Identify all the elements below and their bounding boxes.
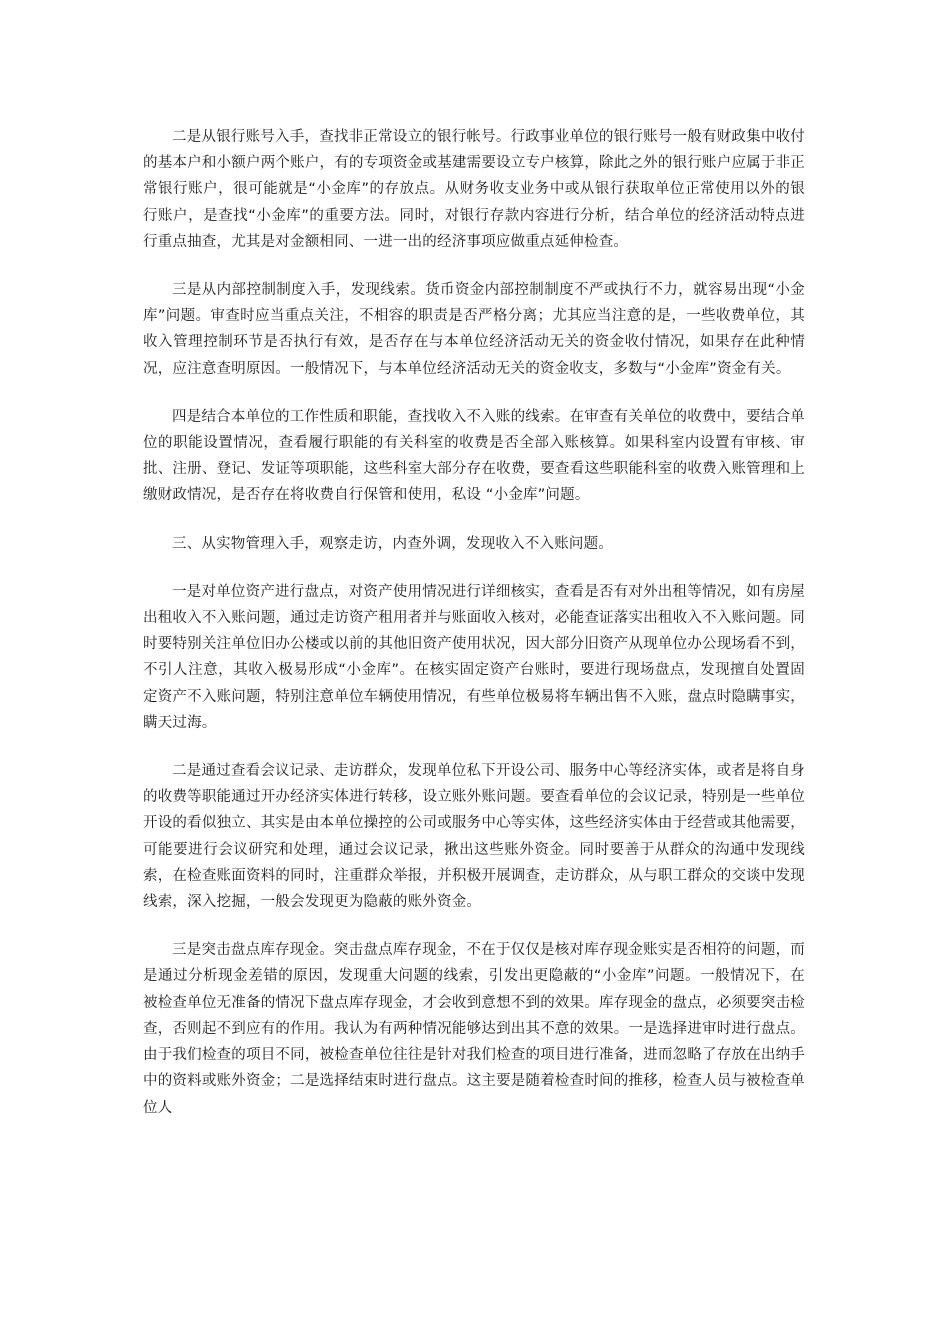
document-page xyxy=(143,124,805,1143)
paragraph-bank-accounts: 二是从银行账号入手，查找非正常设立的银行帐号。行政事业单位的银行账号一般有财政集中收付的基本户和小额户两个账户，有的专项资金或基建需要设立专户核算，除此之外的银行账户应属于非正常银行账户，很可能就是“小金库”的存放点。从财务收支业务中或从银行获取单位正常使用以外的银行账户，是查找“小金库”的重要方法。同时，对银行存款内容进行分析，结合单位的经济活动特点进行重点抽查，尤其是对金额相同、一进一出的经济事项应做重点延伸检查。 xyxy=(143,129,805,250)
paragraph-cash-count: 三是突击盘点库存现金。突击盘点库存现金，不在于仅仅是核对库存现金账实是否相符的问题，而是通过分析现金差错的原因，发现重大问题的线索，引发出更隐蔽的“小金库”问题。一般情况下，在被检查单位无准备的情况下盘点库存现金，才会收到意想不到的效果。库存现金的盘点，必须要突击检查，否则起不到应有的作用。我认为有两种情况能够达到出其不意的效果。一是选择进审时进行盘点。由于我们检查的项目不同，被检查单位往往是针对我们检查的项目进行准备，进而忽略了存放在出纳手中的资料或账外资金；二是选择结束时进行盘点。这主要是随着检查时间的推移，检查人员与被检查单位人 xyxy=(143,942,805,1116)
paragraph-asset-inventory: 一是对单位资产进行盘点，对资产使用情况进行详细核实，查看是否有对外出租等情况，如有房屋出租收入不入账问题，通过走访资产租用者并与账面收入核对，必能查证落实出租收入不入账问题。同时要特别关注单位旧办公楼或以前的其他旧资产使用状况，因大部分旧资产从现单位办公现场看不到，不引人注意，其收入极易形成“小金库”。在核实固定资产台账时，要进行现场盘点，发现擅自处置固定资产不入账问题，特别注意单位车辆使用情况，有些单位极易将车辆出售不入账，盘点时隐瞒事实，瞒天过海。 xyxy=(143,583,805,731)
section-heading-physical-management: 三、从实物管理入手，观察走访，内查外调，发现收入不入账问题。 xyxy=(172,535,613,552)
paragraph-meeting-records: 二是通过查看会议记录、走访群众，发现单位私下开设公司、服务中心等经济实体，或者是将自身的收费等职能通过开办经济实体进行转移，设立账外账问题。要查看单位的会议记录，特别是一些单位开设的看似独立、其实是由本单位操控的公司或服务中心等实体，这些经济实体由于经营或其他需要，可能要进行会议研究和处理，通过会议记录，揪出这些账外资金。同时要善于从群众的沟通中发现线索，在检查账面资料的同时，注重群众举报，并积极开展调查，走访群众，从与职工群众的交谈中发现线索，深入挖掘，一般会发现更为隐蔽的账外资金。 xyxy=(143,763,805,911)
paragraph-unit-functions: 四是结合本单位的工作性质和职能，查找收入不入账的线索。在审查有关单位的收费中，要结合单位的职能设置情况，查看履行职能的有关科室的收费是否全部入账核算。如果科室内设置有审核、审批、注册、登记、发证等项职能，这些科室大部分存在收费，要查看这些职能科室的收费入账管理和上缴财政情况，是否存在将收费自行保管和使用，私设 “小金库”问题。 xyxy=(143,408,805,504)
paragraph-internal-control: 三是从内部控制制度入手，发现线索。货币资金内部控制制度不严或执行不力，就容易出现“小金库”问题。审查时应当重点关注，不相容的职责是否严格分离；尤其应当注意的是，一些收费单位，其收入管理控制环节是否执行有效，是否存在与本单位经济活动无关的资金收付情况，如果存在此种情况，应注意查明原因。一般情况下，与本单位经济活动无关的资金收支，多数与“小金库”资金有关。 xyxy=(143,282,805,377)
